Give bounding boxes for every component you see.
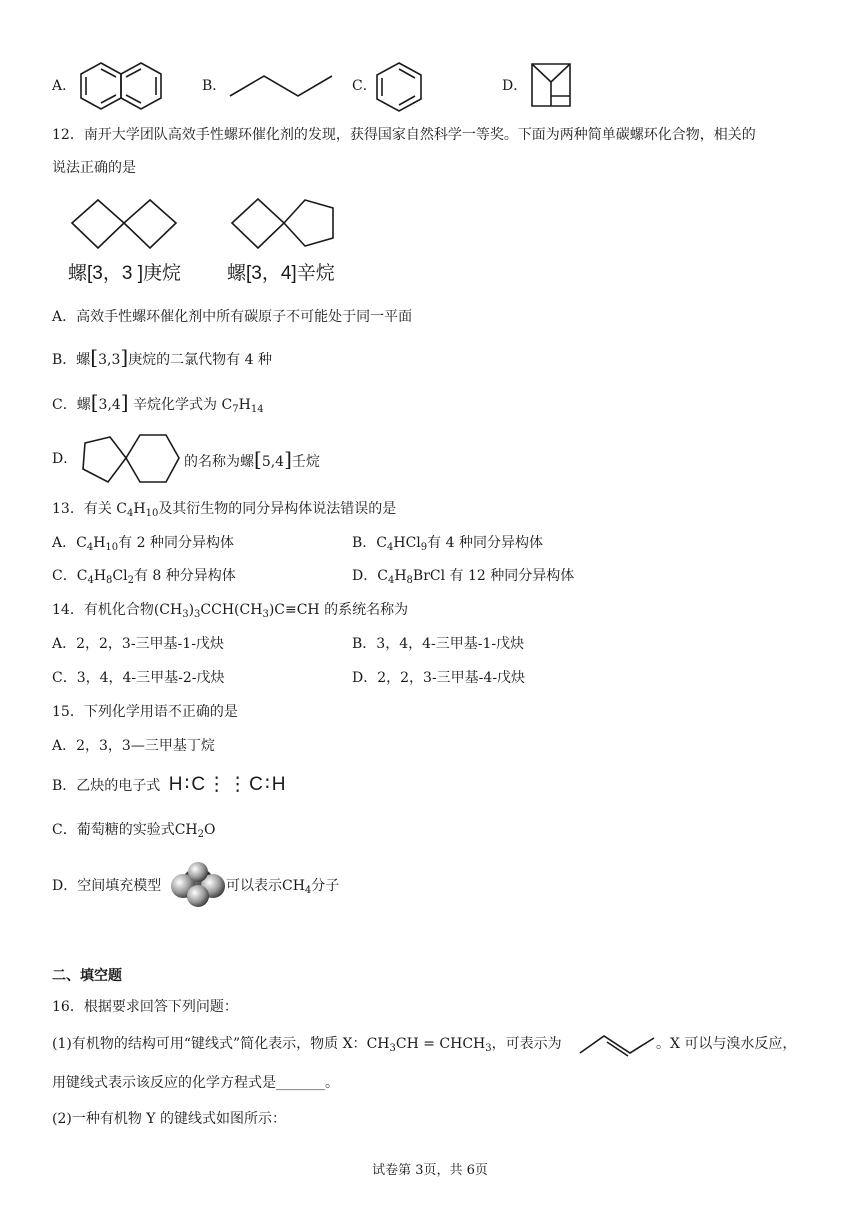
q12-option-d-label: D． — [52, 451, 78, 467]
acetylene-electron-formula: H∶C⋮⋮C∶H — [168, 774, 288, 795]
2-butene-skeletal-structure — [578, 1028, 656, 1056]
q16-stem: 16．根据要求回答下列问题： — [52, 999, 238, 1015]
benzene-structure — [376, 60, 426, 114]
q11-option-b-label: B． — [202, 78, 227, 94]
q12-stem-line1: 12．南开大学团队高效手性螺环催化剂的发现，获得国家自然科学一等奖。下面为两种简单碳螺环化合物，相关的 — [52, 127, 756, 143]
q12-option-d-text: 的名称为螺[5,4]壬烷 — [184, 447, 320, 471]
spiro-3-4-octane-structure — [230, 196, 340, 254]
q12-option-a: A．高效手性螺环催化剂中所有碳原子不可能处于同一平面 — [52, 309, 413, 325]
q13-stem: 13．有关 $C_4H_{10}$及其衍生物的同分异构体说法错误的是 — [52, 501, 397, 519]
butane-skeletal-structure — [228, 70, 338, 100]
q16-part2: (2)一种有机物 Y 的键线式如图所示： — [52, 1111, 286, 1127]
q13-option-b: B．$C_4HCl_9$有 4 种同分异构体 — [352, 535, 543, 553]
q16-part1-line2: 用键线式表示该反应的化学方程式是_______。 — [52, 1075, 339, 1091]
q13-option-c: C．$C_4H_8Cl_2$有 8 种分异构体 — [52, 568, 236, 586]
spiro-3-4-octane-caption: 螺[3，4]辛烷 — [227, 263, 335, 284]
q16-part1-line1-end: 。X 可以与溴水反应， — [656, 1036, 797, 1052]
q12-option-c: C．螺[3,4] 辛烷化学式为 $C_7H_{14}$ — [52, 390, 264, 415]
q14-option-d: D．2，2，3-三甲基-4-戊炔 — [352, 670, 526, 686]
q15-option-d-text: 可以表示$CH_4$分子 — [226, 878, 340, 896]
q15-stem: 15．下列化学用语不正确的是 — [52, 704, 238, 720]
q13-option-a: A．$C_4H_{10}$有 2 种同分异构体 — [52, 535, 234, 553]
spiro-5-4-structure — [80, 432, 182, 488]
page-footer: 试卷第 3页，共 6页 — [372, 1163, 488, 1178]
q14-stem: 14．有机化合物$(CH_3)_3CCH(CH_3)C\equiv CH$ 的系统名称为 — [52, 602, 409, 620]
q14-option-b: B．3，4，4-三甲基-1-戊炔 — [352, 636, 525, 652]
prismane-structure — [528, 58, 574, 110]
naphthalene-structure — [78, 58, 168, 116]
q12-option-b: B．螺[3,3]庚烷的二氯代物有 4 种 — [52, 345, 272, 369]
q14-option-c: C．3，4，4-三甲基-2-戊炔 — [52, 670, 225, 686]
q11-option-a-label: A． — [52, 78, 77, 94]
q15-option-a: A．2，3，3—三甲基丁烷 — [52, 738, 215, 754]
q13-option-d: D．$C_4H_8BrCl$ 有 12 种同分异构体 — [352, 568, 575, 586]
q15-option-b: B．乙炔的电子式 H∶C⋮⋮C∶H — [52, 774, 288, 795]
q16-part1-line1: (1)有机物的结构可用“键线式”简化表示，物质 X：$CH_3CH$ = $CHCH_3$，可表示为 — [52, 1036, 562, 1054]
spiro-3-3-heptane-caption: 螺[3，3 ]庚烷 — [68, 263, 181, 284]
spiro-3-3-heptane-structure — [70, 198, 182, 254]
q11-option-d-label: D． — [502, 78, 528, 94]
q15-option-d-lead: D．空间填充模型 — [52, 878, 162, 894]
q14-option-a: A．2，2，3-三甲基-1-戊炔 — [52, 636, 224, 652]
q12-stem-line2: 说法正确的是 — [52, 160, 136, 176]
q15-option-c: C．葡萄糖的实验式$CH_2O$ — [52, 822, 216, 840]
q11-option-c-label: C． — [352, 78, 377, 94]
methane-space-filling-model — [170, 862, 226, 908]
section-heading: 二、填空题 — [52, 968, 122, 984]
